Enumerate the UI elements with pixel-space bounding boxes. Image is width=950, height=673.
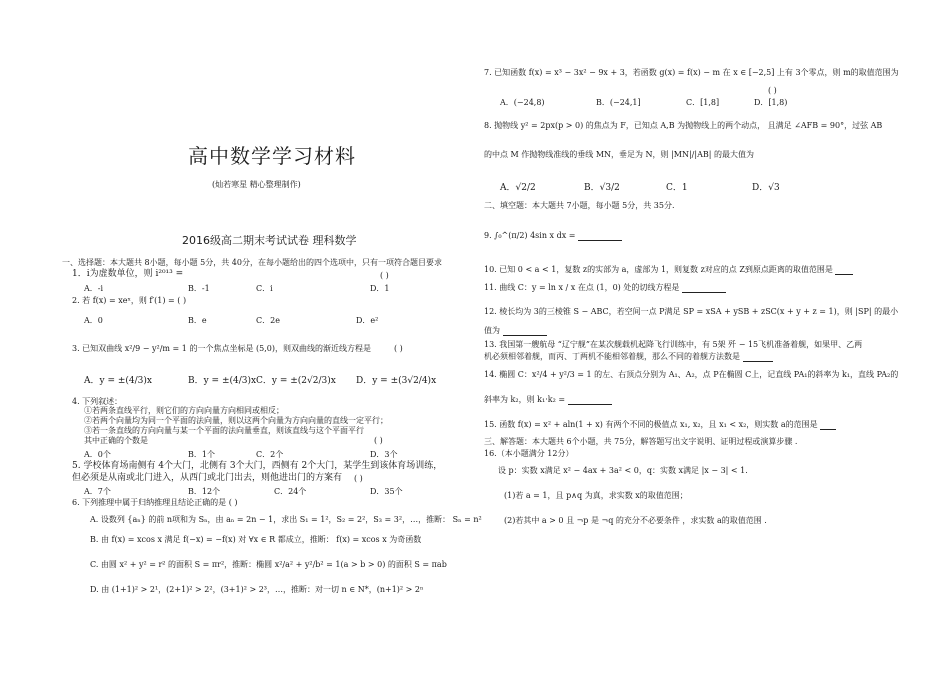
answer-blank <box>568 396 612 405</box>
q3-option-b: B．y = ±(4/3)x <box>188 376 257 386</box>
left-column <box>62 0 482 673</box>
answer-blank <box>578 232 622 241</box>
q2-option-b: B．e <box>188 316 207 325</box>
section-1-header: 一、选择题：本大题共 8小题，每小题 5分，共 40分，在每小题给出的四个选项中，只有一项符合题目要求 <box>62 258 442 267</box>
q4-option-b: B．1个 <box>188 450 215 459</box>
question-1-paren: ( ) <box>380 271 389 280</box>
q6-option-b: B. 由 f(x) = xcos x 满足 f(−x) = −f(x) 对 ∀x ∈ R 都成立，推断： f(x) = xcos x 为奇函数 <box>90 535 422 544</box>
q4-statement-1: ①若两条直线平行，则它们的方向向量方向相同或相反； <box>84 406 284 415</box>
question-13-text: 机必须相邻着舰，而丙、丁两机不能相邻着舰，那么不同的着舰方法数是 <box>484 352 740 361</box>
q8-option-d: D．√3 <box>752 183 780 193</box>
q4-statement-2: ②若两个向量均为同一个平面的法向量，则以这两个向量为方向向量的直线一定平行； <box>84 416 388 425</box>
question-12-end-text: 值为 <box>484 326 500 335</box>
q8-option-b: B．√3/2 <box>584 183 620 193</box>
answer-blank <box>503 327 547 336</box>
question-16-intro: 设 p：实数 x满足 x² − 4ax + 3a² < 0，q：实数 x满足 |x − 3| < 1. <box>498 466 748 475</box>
question-5-line-1: 5. 学校体育场南侧有 4个大门，北侧有 3个大门，西侧有 2个大门，某学生到该体育场训练， <box>72 461 443 471</box>
question-4: 4. 下列叙述： <box>72 397 123 406</box>
q4-option-a: A．0个 <box>84 450 111 459</box>
q6-option-c: C. 由圆 x² + y² = r² 的面积 S = πr²，推断：椭圆 x²/a² + y²/b² = 1(a > b > 0) 的面积 S = πab <box>90 560 447 569</box>
question-11-text: 11. 曲线 C：y = ln x / x 在点 (1，0) 处的切线方程是 <box>484 283 680 292</box>
question-13-line-1: 13. 我国第一艘航母 “辽宁舰”在某次舰载机起降飞行训练中，有 5架 歼 − 15飞机准备着舰，如果甲、乙两 <box>484 340 863 349</box>
q1-option-d: D．1 <box>370 284 390 293</box>
right-column <box>480 0 900 673</box>
q8-option-c: C．1 <box>666 183 688 193</box>
question-15-text: 15. 函数 f(x) = x² + aln(1 + x) 有两个不同的极值点 x₁, x₂，且 x₁ < x₂，则实数 a的范围是 <box>484 420 818 429</box>
q4-statement-3: ③若一条直线的方向向量与某一个平面的法向量垂直，则该直线与这个平面平行 <box>84 426 364 435</box>
question-14-text: 斜率为 k₂，则 k₁·k₂ = <box>484 395 566 404</box>
question-11 <box>484 283 726 293</box>
question-12-end <box>484 326 547 336</box>
q3-option-d: D．y = ±(3√2/4)x <box>356 376 437 386</box>
question-8-line-1: 8. 抛物线 y² = 2px(p > 0) 的焦点为 F，已知点 A,B 为抛物线上的两个动点， 且满足 ∠AFB = 90°，过弦 AB <box>484 121 883 130</box>
q7-option-a: A．(−24,8) <box>500 98 545 107</box>
q8-option-a: A．√2/2 <box>500 183 536 193</box>
question-16: 16.（本小题满分 12分） <box>484 449 574 458</box>
question-9 <box>484 231 622 241</box>
answer-blank <box>743 353 773 362</box>
q6-option-d: D. 由 (1+1)² > 2¹，(2+1)² > 2²，(3+1)² > 2³，…，推断：对一切 n ∈ N*，(n+1)² > 2ⁿ <box>90 585 424 594</box>
question-2: 2. 若 f(x) = xeˣ，则 f′(1) = ( ) <box>72 296 187 305</box>
section-2-header: 二、填空题：本大题共 7小题，每小题 5分，共 35分. <box>484 201 675 210</box>
q1-option-a: A．-i <box>84 284 104 293</box>
question-3: 3. 已知双曲线 x²/9 − y²/m = 1 的一个焦点坐标是 (5,0)，则双曲线的渐近线方程是 <box>72 344 371 353</box>
question-14-line-1: 14. 椭圆 C：x²/4 + y²/3 = 1 的左、右顶点分别为 A₁、A₂，点 P在椭圆 C上，记直线 PA₁的斜率为 k₁，直线 PA₂的 <box>484 370 899 379</box>
q2-option-d: D．e² <box>356 316 379 325</box>
question-7-paren: ( ) <box>768 86 777 95</box>
q6-option-a: A. 设数列 {aₙ} 的前 n项和为 Sₙ，由 aₙ = 2n − 1，求出 S₁ = 1²，S₂ = 2²，S₃ = 3²，…，推断： Sₙ = n² <box>90 515 482 524</box>
exam-title: 2016级高二期末考试试卷 理科数学 <box>182 234 357 247</box>
question-13-line-2 <box>484 352 773 362</box>
question-5-paren: ( ) <box>354 474 363 483</box>
q5-option-c: C．24个 <box>274 487 307 496</box>
answer-blank <box>820 421 836 430</box>
q7-option-d: D．[1,8) <box>754 98 788 107</box>
question-6: 6. 下列推理中属于归纳推理且结论正确的是 ( ) <box>72 498 238 507</box>
answer-blank <box>835 266 853 275</box>
question-14-line-2 <box>484 395 612 405</box>
question-12: 12. 棱长均为 3的三棱锥 S − ABC，若空间一点 P满足 SP = xSA + ySB + zSC(x + y + z = 1)，则 |SP| 的最小 <box>484 307 899 316</box>
question-16-part-2: (2)若其中 a > 0 且 ¬p 是 ¬q 的充分不必要条件 ，求实数 a的取值范围 . <box>504 516 767 525</box>
q3-option-a: A．y = ±(4/3)x <box>84 376 152 386</box>
question-10-text: 10. 已知 0 < a < 1，复数 z的实部为 a，虚部为 1，则复数 z对应的点 Z到原点距离的取值范围是 <box>484 265 833 274</box>
q3-option-c: C．y = ±(2√2/3)x <box>256 376 336 386</box>
q5-option-d: D．35个 <box>370 487 403 496</box>
question-10 <box>484 265 853 275</box>
q2-option-c: C．2e <box>256 316 280 325</box>
q1-option-b: B．-1 <box>188 284 210 293</box>
q2-option-a: A．0 <box>84 316 103 325</box>
question-7: 7. 已知函数 f(x) = x³ − 3x² − 9x + 3，若函数 g(x) = f(x) − m 在 x ∈ [−2,5] 上有 3个零点，则 m的取值范围为 <box>484 68 899 77</box>
q4-option-d: D．3个 <box>370 450 398 459</box>
q5-option-b: B．12个 <box>188 487 221 496</box>
q7-option-b: B．(−24,1] <box>596 98 641 107</box>
author-line: (灿若寒星 精心整理制作) <box>212 180 301 189</box>
question-16-part-1: (1)若 a = 1，且 p∧q 为真，求实数 x的取值范围； <box>504 491 688 500</box>
question-9-text: 9. ∫₀^(π/2) 4sin x dx = <box>484 231 576 240</box>
q7-option-c: C．[1,8] <box>686 98 720 107</box>
question-1: 1．i为虚数单位，则 i²⁰¹³ = <box>72 269 184 279</box>
q1-option-c: C．i <box>256 284 273 293</box>
q4-option-c: C．2个 <box>256 450 284 459</box>
answer-blank <box>682 284 726 293</box>
section-3-header: 三、解答题：本大题共 6个小题，共 75分，解答题写出文字说明、证明过程或演算步骤 . <box>484 437 798 446</box>
q4-prompt: 其中正确的个数是 <box>84 436 148 445</box>
question-5-line-2: 但必须是从南或北门进入，从西门或北门出去，则他进出门的方案有 <box>72 473 343 483</box>
main-title: 高中数学学习材料 <box>188 144 356 168</box>
question-15 <box>484 420 836 430</box>
q5-option-a: A．7个 <box>84 487 111 496</box>
question-8-line-2: 的中点 M 作抛物线准线的垂线 MN，垂足为 N，则 |MN|/|AB| 的最大值为 <box>484 150 754 159</box>
question-3-paren: ( ) <box>394 344 403 353</box>
question-4-paren: ( ) <box>374 436 383 445</box>
